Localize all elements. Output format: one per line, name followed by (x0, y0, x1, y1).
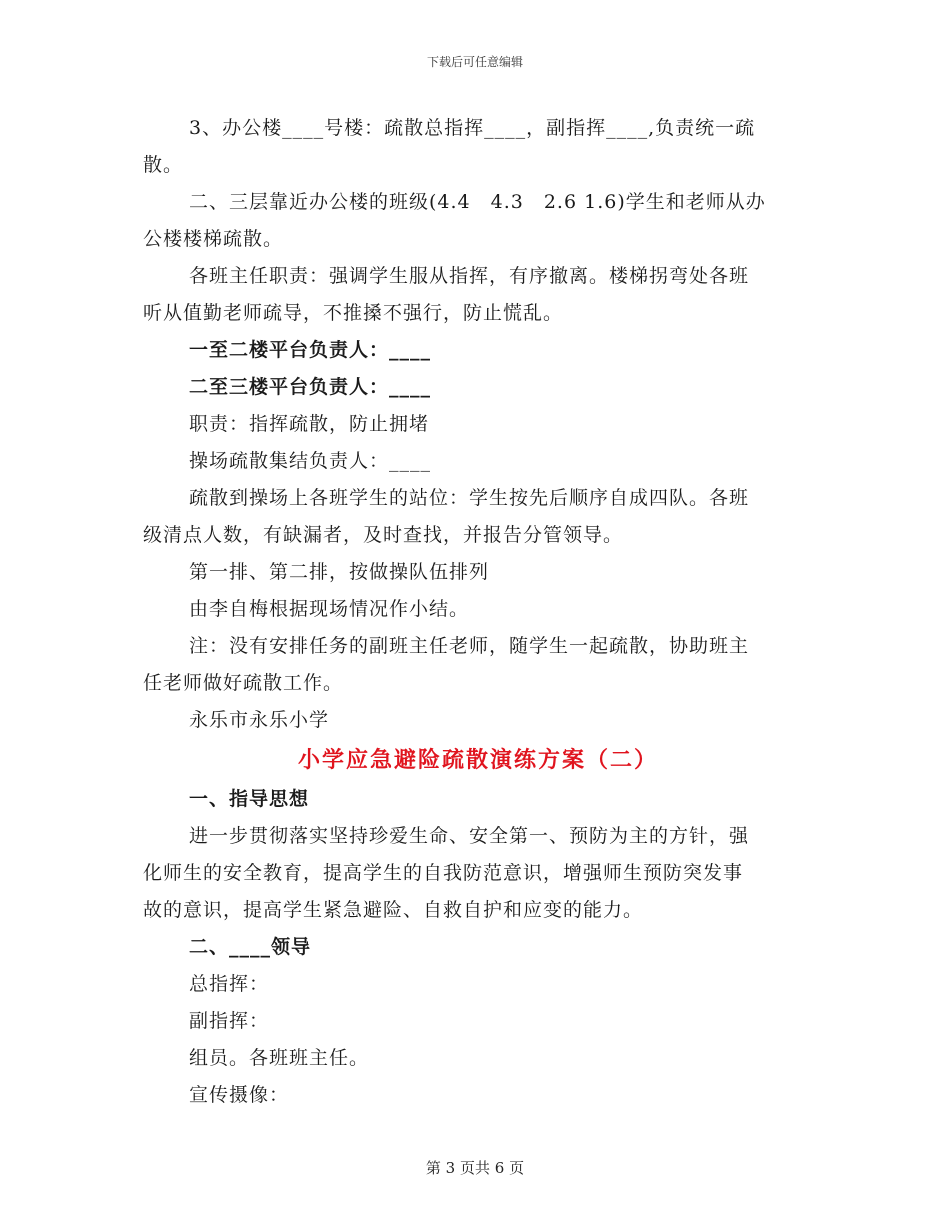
text-line: 由李自梅根据现场情况作小结。 (189, 598, 470, 620)
text-line: 3、办公楼____号楼：疏散总指挥____，副指挥____,负责统一疏 (189, 117, 756, 139)
text-line: 级清点人数，有缺漏者，及时查找，并报告分管领导。 (143, 524, 624, 546)
text-line: 宣传摄像： (189, 1084, 290, 1106)
text-line: 二、____领导 (189, 936, 312, 958)
text-line: 公楼楼梯疏散。 (143, 228, 284, 250)
section-two-paragraphs (143, 781, 813, 1114)
text-line: 进一步贯彻落实坚持珍爱生命、安全第一、预防为主的方针，强 (189, 825, 750, 847)
page-footer: 第 3 页共 6 页 (425, 1159, 525, 1177)
text-line: 疏散到操场上各班学生的站位：学生按先后顺序自成四队。各班 (189, 487, 750, 509)
text-line: 注：没有安排任务的副班主任老师，随学生一起疏散，协助班主 (189, 635, 750, 657)
text-line: 副指挥： (189, 1010, 270, 1032)
text-line: 一、指导思想 (189, 788, 310, 810)
text-line: 第一排、第二排，按做操队伍排列 (189, 561, 490, 583)
text-line: 各班主任职责：强调学生服从指挥，有序撤离。楼梯拐弯处各班 (189, 265, 750, 287)
text-line: 职责：指挥疏散，防止拥堵 (189, 413, 430, 435)
text-line: 散。 (143, 154, 184, 176)
text-line: 永乐市永乐小学 (189, 709, 330, 731)
section-title: 小学应急避险疏散演练方案（二） (297, 747, 658, 773)
page-header: 下载后可任意编辑 (426, 55, 523, 69)
text-line: 听从值勤老师疏导，不推搡不强行，防止慌乱。 (143, 302, 564, 324)
text-line: 故的意识，提高学生紧急避险、自救自护和应变的能力。 (143, 899, 644, 921)
text-line: 组员。各班班主任。 (189, 1047, 370, 1069)
document-body (143, 110, 813, 1114)
text-line: 一至二楼平台负责人：____ (189, 339, 432, 361)
text-line: 总指挥： (189, 973, 270, 995)
text-line: 操场疏散集结负责人：____ (189, 450, 432, 472)
section-one-paragraphs (143, 110, 813, 739)
text-line: 二、三层靠近办公楼的班级(4.4 4.3 2.6 1.6)学生和老师从办 (189, 191, 766, 213)
text-line: 化师生的安全教育，提高学生的自我防范意识，增强师生预防突发事 (143, 862, 744, 884)
text-line: 二至三楼平台负责人：____ (189, 376, 432, 398)
text-line: 任老师做好疏散工作。 (143, 672, 344, 694)
